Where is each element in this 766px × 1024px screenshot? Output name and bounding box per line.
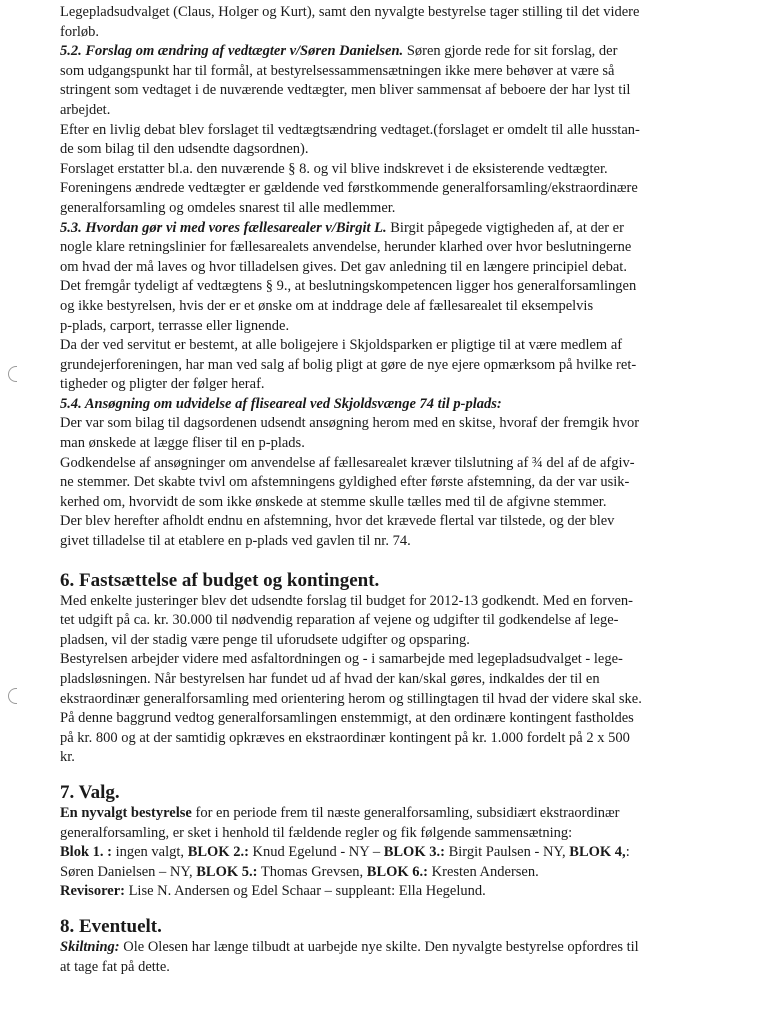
text-line: nogle klare retningslinier for fællesarealets anvendelse, herunder klarhed over hvor beslutningerne (60, 239, 632, 256)
section-5-2-heading: 5.2. Forslag om ændring af vedtægter v/Søren Danielsen. (60, 43, 404, 60)
section-7-heading: 7. Valg. (60, 781, 120, 803)
section-5-2-first-line (60, 42, 760, 62)
text-line: stringent som vedtaget i de nuværende vedtægter, men bliver sammensat af beboere der har lyst til (60, 82, 631, 99)
text-line: ekstraordinær generalforsamling med orientering herom og stillingtagen til hvad der videre skal ske. (60, 690, 642, 707)
text-line: Det fremgår tydeligt af vedtægtens § 9., at beslutningskompetencen ligger hos generalforsamlingen (60, 278, 637, 295)
blok-1-value: ingen valgt, (111, 844, 188, 861)
blok-3-label: BLOK 3.: (383, 844, 445, 861)
document-page (60, 3, 760, 977)
revisorer-value: Lise N. Andersen og Edel Schaar – suppleant: Ella Hegelund. (124, 883, 486, 900)
text-line: Da der ved servitut er bestemt, at alle boligejere i Skjoldsparken er pligtige til at være medlem af (60, 337, 623, 354)
text-line: de som bilag til den udsendte dagsordnen). (60, 141, 309, 158)
intro-line: Legepladsudvalget (Claus, Holger og Kurt), samt den nyvalgte bestyrelse tager stilling til det videre (60, 4, 640, 20)
text-line: Forslaget erstatter bl.a. den nuværende § 8. og vil blive indskrevet i de eksisterende vedtægter. (60, 160, 608, 177)
text-line: på kr. 800 og at der samtidig opkræves en ekstraordinær kontingent på kr. 1.000 fordelt på 2 x 500 (60, 729, 630, 746)
punch-hole-mark (8, 688, 17, 704)
text-line: Der blev herefter afholdt endnu en afstemning, hvor det krævede flertal var tilstede, og der blev (60, 513, 615, 530)
blok-4-tail: : (625, 844, 630, 861)
text-line: arbejdet. (60, 101, 111, 118)
text-line: Godkendelse af ansøgninger om anvendelse af fællesarealet kræver tilslutning af ¾ del af de afgiv- (60, 454, 635, 471)
blok-1-label: Blok 1. : (60, 844, 112, 861)
text-line: om hvad der må laves og hvor tilladelsen gives. Det gav anledning til en længere principiel debat. (60, 258, 627, 275)
revisorer-label: Revisorer: (60, 883, 125, 900)
blok-5-label: BLOK 5.: (196, 863, 258, 880)
blok-6-value: Kresten Andersen. (428, 863, 539, 880)
blok-4-value: Søren Danielsen – NY, (60, 863, 197, 880)
section-5-4-heading: 5.4. Ansøgning om udvidelse af fliseareal ved Skjoldsvænge 74 til p-plads: (60, 395, 502, 412)
section-7-text: for en periode frem til næste generalforsamling, subsidiært ekstraordinær (191, 804, 620, 821)
section-5-3-text: Birgit påpegede vigtigheden af, at der er (386, 219, 624, 236)
text-line: tigheder og pligter der følger heraf. (60, 376, 265, 393)
section-7-first-line (60, 804, 760, 824)
text-line: man ønskede at lægge fliser til en p-plads. (60, 435, 305, 452)
section-8-heading: 8. Eventuelt. (60, 915, 162, 937)
text-line: kerhed om, hvorvidt de som ikke ønskede at stemme skulle tælles med til de afgivne stemmer. (60, 493, 607, 510)
text-line: generalforsamling, er sket i henhold til fældende regler og fik følgende sammensætning: (60, 824, 573, 841)
blok-2-label: BLOK 2.: (187, 844, 249, 861)
text-line: Efter en livlig debat blev forslaget til vedtægtsændring vedtaget.(forslaget er omdelt til alle husstan- (60, 121, 640, 138)
text-line: Foreningens ændrede vedtægter er gældende ved førstkommende generalforsamling/ekstraordinære (60, 180, 638, 197)
blok-line (60, 863, 760, 883)
text-line: givet tilladelse til at etablere en p-plads ved gavlen til nr. 74. (60, 533, 411, 550)
text-line: p-plads, carport, terrasse eller lignende. (60, 317, 290, 334)
text-line: grundejerforeningen, har man ved salg af bolig pligt at gøre de nye ejere opmærksom på hvilke ret- (60, 356, 637, 373)
blok-2-value: Knud Egelund - NY – (248, 844, 384, 861)
section-8-first-line (60, 938, 760, 958)
punch-hole-mark (8, 366, 17, 382)
text-line: Med enkelte justeringer blev det udsendte forslag til budget for 2012-13 godkendt. Med en forven- (60, 592, 633, 609)
section-5-3-heading: 5.3. Hvordan gør vi med vores fællesarealer v/Birgit L. (60, 219, 387, 236)
section-8-lead: Skiltning: (60, 938, 120, 955)
blok-5-value: Thomas Grevsen, (257, 863, 367, 880)
text-line: pladsen, vil der stadig være penge til uforudsete udgifter og opsparing. (60, 631, 470, 648)
blok-6-label: BLOK 6.: (366, 863, 429, 880)
text-line: som udgangspunkt har til formål, at bestyrelsessammensætningen ikke mere behøver at være så (60, 62, 615, 79)
text-line: at tage fat på dette. (60, 958, 170, 975)
text-line: generalforsamling og omdeles snarest til alle medlemmer. (60, 199, 396, 216)
blok-3-value: Birgit Paulsen - NY, (444, 844, 570, 861)
section-5-2-text: Søren gjorde rede for sit forslag, der (403, 43, 618, 60)
section-8-text: Ole Olesen har længe tilbudt at uarbejde nye skilte. Den nyvalgte bestyrelse opfordres til (119, 938, 639, 955)
section-5-3-first-line (60, 219, 760, 239)
text-line: tet udgift på ca. kr. 30.000 til nødvendig reparation af vejene og udgifter til godkendelse af lege- (60, 612, 619, 629)
intro-line: forløb. (60, 23, 100, 40)
text-line: ne stemmer. Det skabte tvivl om afstemningens gyldighed efter første afstemning, da der var usik- (60, 474, 630, 491)
text-line: På denne baggrund vedtog generalforsamlingen enstemmigt, at den ordinære kontingent fastholdes (60, 710, 634, 727)
blok-line (60, 843, 760, 863)
text-line: Der var som bilag til dagsordenen udsendt ansøgning herom med en skitse, hvoraf der fremgik hvor (60, 415, 640, 432)
text-line: pladsløsningen. Når bestyrelsen har fundet ud af hvad der kan/skal gøres, indkaldes der til en (60, 671, 600, 687)
text-line: kr. (60, 749, 75, 766)
section-6-heading: 6. Fastsættelse af budget og kontingent. (60, 569, 380, 591)
text-line: Bestyrelsen arbejder videre med asfaltordningen og - i samarbejde med legepladsudvalget - lege- (60, 651, 623, 668)
blok-4-label: BLOK 4, (569, 844, 626, 861)
revisorer-line (60, 882, 760, 902)
section-7-bold-lead: En nyvalgt bestyrelse (60, 804, 192, 821)
text-line: og ikke bestyrelsen, hvis der er et ønske om at inddrage dele af fællesarealet til eksempelvis (60, 297, 594, 314)
